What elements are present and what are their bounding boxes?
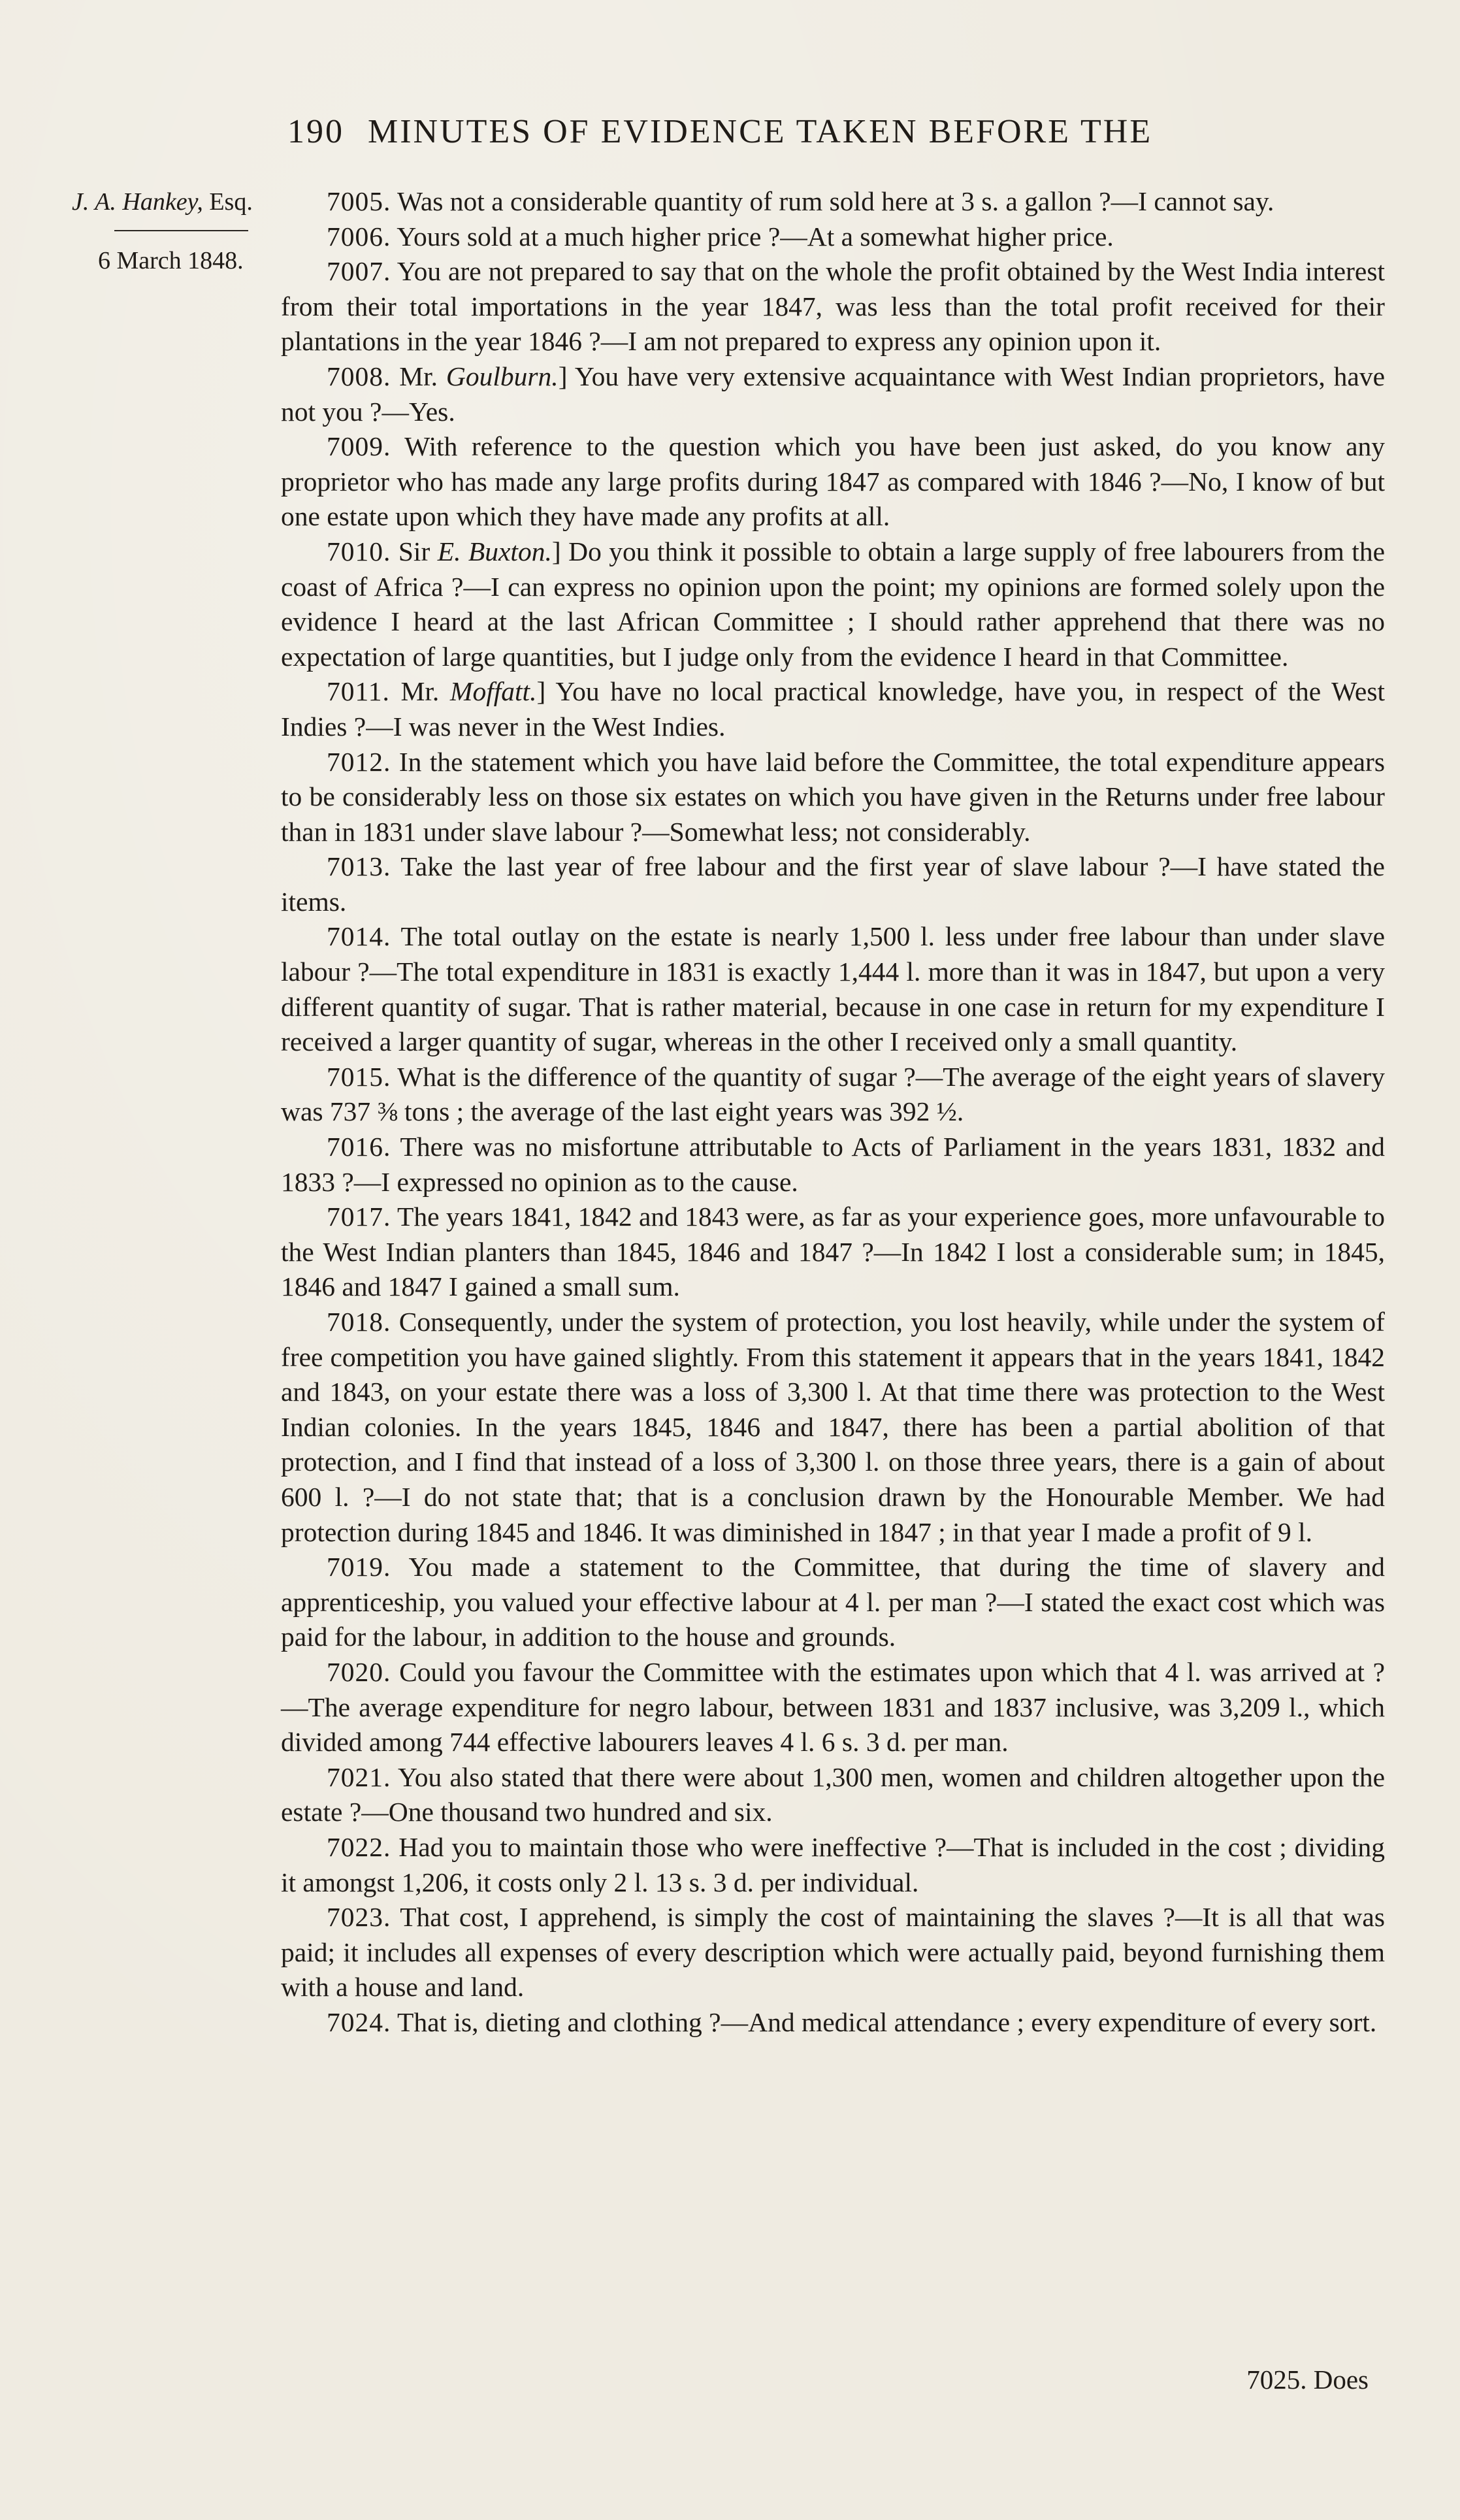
question-answer-text: That cost, I apprehend, is simply the cost of maintaining the slaves ?—It is all that was paid; it includes all expenses of every description which were actually paid, beyond furnishing them with a house and land. xyxy=(281,1902,1385,2003)
question-answer-text: That is, dieting and clothing ?—And medical attendance ; every expenditure of every sort. xyxy=(397,2006,1377,2037)
evidence-paragraph xyxy=(281,359,1385,429)
question-number: 7015. xyxy=(327,1061,391,1092)
question-number: 7021. xyxy=(327,1761,391,1792)
question-number: 7018. xyxy=(327,1307,391,1337)
speaker-title: Mr. xyxy=(399,361,446,391)
question-number: 7009. xyxy=(327,431,391,462)
question-number: 7014. xyxy=(327,921,391,952)
question-answer-text: Had you to maintain those who were ineffective ?—That is included in the cost ; dividing it amongst 1,206, it costs only 2 l. 13 s. 3 d. per individual. xyxy=(281,1831,1385,1897)
evidence-paragraph xyxy=(281,1900,1385,2005)
question-number: 7006. xyxy=(327,221,391,252)
evidence-paragraph xyxy=(281,220,1385,255)
evidence-paragraph xyxy=(281,1550,1385,1655)
page-number: 190 xyxy=(287,113,344,150)
evidence-paragraph xyxy=(281,184,1385,220)
question-answer-text: What is the difference of the quantity of sugar ?—The average of the eight years of slavery was 737 ⅜ tons ; the average of the last eight years was 392 ½. xyxy=(281,1061,1385,1127)
question-answer-text: Yours sold at a much higher price ?—At a somewhat higher price. xyxy=(397,221,1114,252)
witness-suffix: Esq. xyxy=(203,188,253,216)
question-number: 7019. xyxy=(327,1552,391,1582)
catchword: 7025. Does xyxy=(1246,2365,1369,2395)
question-answer-text: In the statement which you have laid before the Committee, the total expenditure appears to be considerably less on those six estates on which you have given in the Returns under free labour than in 1831 under slave labour ?—Somewhat less; not considerably. xyxy=(281,746,1385,847)
evidence-paragraph xyxy=(281,254,1385,359)
question-answer-text: ] You have no local practical knowledge, have you, in respect of the West Indies ?—I was never in the West Indies. xyxy=(281,676,1386,742)
question-answer-text: ] Do you think it possible to obtain a large supply of free labourers from the coast of Africa ?—I can express no opinion upon the point; my opinions are formed solely upon the evidence I heard at the last African Committee ; I should rather apprehend that there was no expectation of large quantities, but I judge only from the evidence I heard in that Committee. xyxy=(281,536,1385,672)
question-answer-text: Was not a considerable quantity of rum sold here at 3 s. a gallon ?—I cannot say. xyxy=(397,186,1274,216)
question-number: 7023. xyxy=(327,1902,391,1933)
sidenote-rule xyxy=(114,230,248,231)
evidence-paragraph xyxy=(281,1200,1385,1305)
question-number: 7005. xyxy=(327,186,391,216)
question-number: 7022. xyxy=(327,1831,391,1862)
question-number: 7020. xyxy=(327,1656,391,1687)
question-answer-text: Consequently, under the system of protection, you lost heavily, while under the system of free competition you have gained slightly. From this statement it appears that in the years 1841, 1842 and 1843, on your estate there was a loss of 3,300 l. At that time there was protection to the West Indian colonies. In the years 1845, 1846 and 1847, there has been a partial abolition of that protection, and I find that instead of a loss of 3,300 l. on those three years, there is a gain of about 600 l. ?—I do not state that; that is a conclusion drawn by the Honourable Member. We had protection during 1845 and 1846. It was diminished in 1847 ; in that year I made a profit of 9 l. xyxy=(281,1307,1385,1547)
question-answer-text: ] You have very extensive acquaintance with West Indian proprietors, have not you ?—Yes. xyxy=(281,361,1386,427)
witness-name: J. A. Hankey, xyxy=(72,188,203,216)
evidence-paragraph xyxy=(281,2005,1385,2040)
page-header xyxy=(287,112,1460,151)
question-number: 7008. xyxy=(327,361,391,391)
question-number: 7017. xyxy=(327,1202,391,1232)
question-number: 7016. xyxy=(327,1132,391,1162)
question-answer-text: You made a statement to the Committee, that during the time of slavery and apprenticeship, you valued your effective labour at 4 l. per man ?—I stated the exact cost which was paid for the labour, in addition to the house and grounds. xyxy=(281,1552,1385,1652)
speaker-title: Sir xyxy=(398,536,438,566)
evidence-paragraph xyxy=(281,1060,1385,1130)
question-answer-text: There was no misfortune attributable to Acts of Parliament in the years 1831, 1832 and 1833 ?—I expressed no opinion as to the cause. xyxy=(281,1132,1385,1197)
speaker-name: Moffatt. xyxy=(449,676,537,707)
question-number: 7010. xyxy=(327,536,391,566)
evidence-paragraph xyxy=(281,1655,1385,1760)
evidence-paragraph xyxy=(281,919,1385,1059)
evidence-body xyxy=(281,184,1385,2040)
evidence-paragraph xyxy=(281,1130,1385,1200)
evidence-paragraph xyxy=(281,674,1385,744)
question-answer-text: Take the last year of free labour and the first year of slave labour ?—I have stated the items. xyxy=(281,851,1385,917)
question-number: 7011. xyxy=(327,676,390,707)
evidence-paragraph xyxy=(281,1830,1385,1900)
evidence-date: 6 March 1848. xyxy=(98,247,244,274)
question-number: 7024. xyxy=(327,2006,391,2037)
running-title: MINUTES OF EVIDENCE TAKEN BEFORE THE xyxy=(368,113,1153,150)
speaker-title: Mr. xyxy=(400,676,450,707)
question-answer-text: The total outlay on the estate is nearly 1,500 l. less under free labour than under slave labour ?—The total expenditure in 1831 is exactly 1,444 l. more than it was in 1847, but upon a very different quantity of sugar. That is rather material, because in one case in return for my expenditure I received a larger quantity of sugar, whereas in the other I received only a small quantity. xyxy=(281,921,1385,1057)
question-answer-text: With reference to the question which you have been just asked, do you know any proprietor who has made any large profits during 1847 as compared with 1846 ?—No, I know of but one estate upon which they have made any profits at all. xyxy=(281,431,1385,532)
speaker-name: E. Buxton. xyxy=(437,536,552,566)
question-number: 7013. xyxy=(327,851,391,882)
evidence-paragraph xyxy=(281,849,1385,919)
question-answer-text: You are not prepared to say that on the whole the profit obtained by the West India interest from their total importations in the year 1847, was less than the total profit received for their plantations in the year 1846 ?—I am not prepared to express any opinion upon it. xyxy=(281,256,1385,357)
question-number: 7007. xyxy=(327,256,391,287)
speaker-name: Goulburn. xyxy=(446,361,559,391)
evidence-paragraph xyxy=(281,745,1385,850)
evidence-paragraph xyxy=(281,534,1385,674)
evidence-paragraph xyxy=(281,429,1385,534)
question-answer-text: The years 1841, 1842 and 1843 were, as far as your experience goes, more unfavourable to the West Indian planters than 1845, 1846 and 1847 ?—In 1842 I lost a considerable sum; in 1845, 1846 and 1847 I gained a small sum. xyxy=(281,1202,1385,1302)
evidence-paragraph xyxy=(281,1760,1385,1830)
question-number: 7012. xyxy=(327,746,391,777)
witness-sidenote xyxy=(72,186,287,218)
question-answer-text: Could you favour the Committee with the estimates upon which that 4 l. was arrived at ?—The average expenditure for negro labour, between 1831 and 1837 inclusive, was 3,209 l., which divided among 744 effective labourers leaves 4 l. 6 s. 3 d. per man. xyxy=(281,1656,1385,1758)
question-answer-text: You also stated that there were about 1,300 men, women and children altogether upon the estate ?—One thousand two hundred and six. xyxy=(281,1761,1386,1827)
evidence-paragraph xyxy=(281,1305,1385,1550)
